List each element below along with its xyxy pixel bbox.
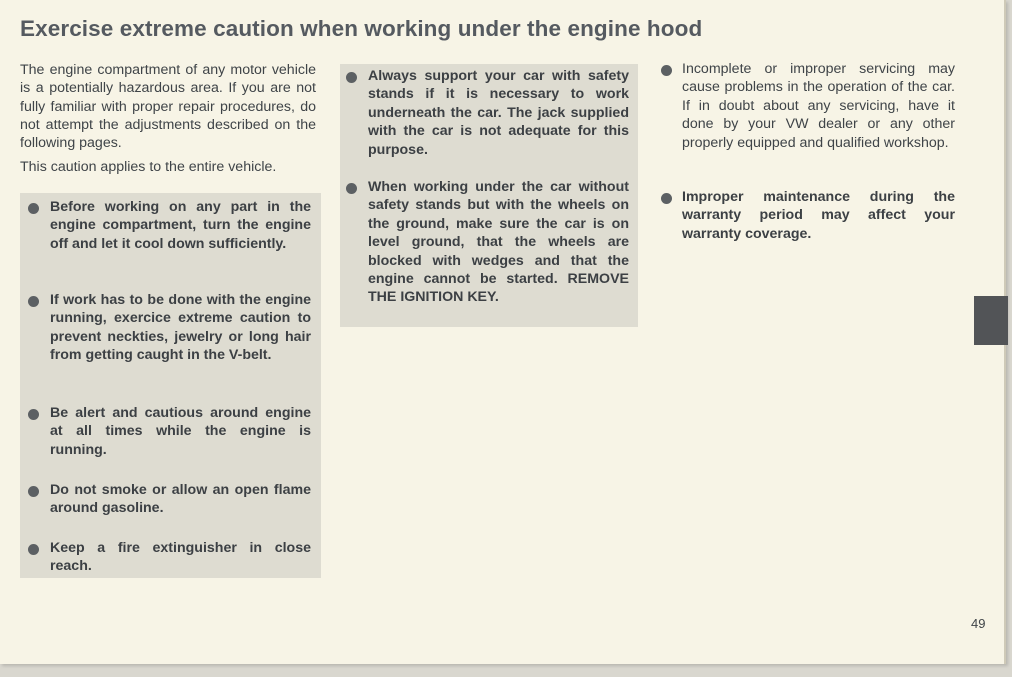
list-item: Incomplete or improper servicing may cause problems in the operation of the car. If in doubt about any servicing, have it done by your VW dealer or any other properly equipped and qualified workshop.	[682, 61, 955, 151]
bullet-icon	[28, 203, 39, 214]
list-item: Keep a fire extinguisher in close reach.	[50, 540, 311, 575]
bullet-icon	[346, 72, 357, 83]
list-item: Before working on any part in the engine compartment, turn the engine off and let it cool down sufficiently.	[50, 199, 311, 252]
bullet-icon	[28, 544, 39, 555]
list-item: Improper maintenance during the warranty period may affect your warranty coverage.	[682, 189, 955, 242]
intro-paragraph-1: The engine compartment of any motor vehicle is a potentially hazardous area. If you are not fully familiar with proper repair procedures, do not attempt the adjustments described on the following pages.	[20, 62, 316, 152]
list-item: Always support your car with safety stands if it is necessary to work underneath the car. The jack supplied with the car is not adequate for this purpose.	[368, 68, 629, 158]
list-item: Do not smoke or allow an open flame around gasoline.	[50, 482, 311, 517]
intro-text	[20, 61, 316, 183]
list-item: When working under the car without safety stands but with the wheels on the ground, make sure the car is on level ground, that the wheels are blocked with wedges and that the engine cannot be started. REMOVE THE IGNITION KEY.	[368, 179, 629, 306]
bullet-icon	[346, 183, 357, 194]
intro-paragraph-2: This caution applies to the entire vehicle.	[20, 159, 277, 176]
page-number: 49	[971, 616, 986, 631]
section-tab-marker	[974, 296, 1008, 345]
bullet-icon	[28, 409, 39, 420]
page-title: Exercise extreme caution when working under the engine hood	[20, 16, 703, 41]
bullet-icon	[661, 193, 672, 204]
bullet-icon	[28, 486, 39, 497]
bullet-icon	[661, 65, 672, 76]
list-item: If work has to be done with the engine running, exercice extreme caution to prevent neckties, jewelry or long hair from getting caught in the V-belt.	[50, 292, 311, 364]
bullet-icon	[28, 296, 39, 307]
list-item: Be alert and cautious around engine at all times while the engine is running.	[50, 405, 311, 458]
